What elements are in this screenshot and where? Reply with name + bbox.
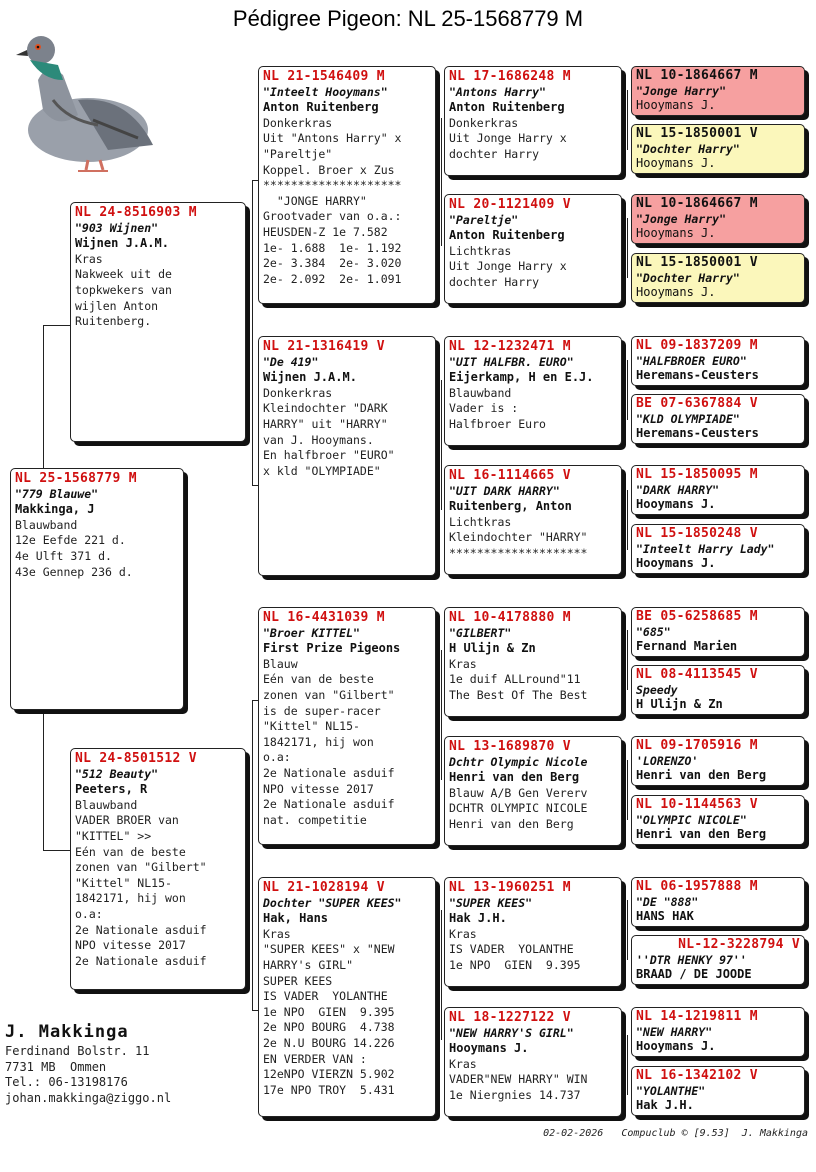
info-line: Kras	[449, 1056, 477, 1071]
breeder-city: 7731 MB Ommen	[5, 1059, 107, 1074]
pigeon-name: "DARK HARRY"	[636, 482, 720, 497]
owner: H Ulijn & Zn	[636, 697, 723, 711]
pigeon-card-gen3[interactable]	[444, 194, 622, 304]
connector-line	[441, 650, 442, 780]
pigeon-name: "Inteelt Harry Lady"	[636, 541, 775, 556]
pigeon-name: "UIT HALFBR. EURO"	[449, 354, 574, 369]
pigeon-name: "NEW HARRY'S GIRL"	[449, 1025, 574, 1040]
connector-line	[627, 630, 628, 690]
pigeon-name: Dochter "SUPER KEES"	[263, 895, 402, 910]
info-line: 2e Nationale asduif	[75, 953, 207, 968]
info-line: 2e Nationale asduif	[263, 797, 395, 812]
pigeon-name: "Dochter Harry"	[636, 270, 740, 285]
info-line: Blauw	[263, 656, 298, 671]
ring-number: NL 15-1850001 V	[636, 126, 758, 141]
info-line: Eén van de beste	[263, 672, 374, 687]
info-line: Kleindochter "HARRY"	[449, 530, 588, 545]
connector-line	[627, 760, 628, 820]
info-line: 1842171, hij won	[263, 734, 374, 749]
ring-number: NL 09-1705916 M	[636, 738, 758, 753]
pigeon-name: "KLD OLYMPIADE"	[636, 411, 740, 426]
connector-line	[252, 180, 253, 485]
pigeon-name: 'LORENZO'	[636, 753, 699, 768]
owner: First Prize Pigeons	[263, 641, 401, 656]
ring-number: NL 16-1114665 V	[449, 468, 571, 483]
info-line: IS VADER YOLANTHE	[263, 989, 388, 1004]
connector-line	[627, 900, 628, 960]
ring-number: NL 15-1850095 M	[636, 467, 758, 482]
pigeon-card-gen4[interactable]	[631, 66, 805, 116]
info-line: Donkerkras	[263, 385, 333, 400]
pigeon-card-gen2[interactable]	[258, 607, 436, 845]
info-line: Uit "Antons Harry" x	[263, 131, 402, 146]
breeder-email[interactable]: johan.makkinga@ziggo.nl	[5, 1090, 172, 1105]
ring-number: NL 24-8516903 M	[75, 205, 197, 220]
info-line: Blauw A/B Gen Vererv	[449, 785, 588, 800]
ring-number: NL 10-1864667 M	[636, 196, 758, 211]
info-line: 2e- 2.092 2e- 1.091	[263, 271, 402, 286]
connector-line	[43, 710, 44, 850]
info-line: DCHTR OLYMPIC NICOLE	[449, 801, 588, 816]
owner: Hooymans J.	[449, 1041, 529, 1056]
info-line: "JONGE HARRY"	[263, 193, 367, 208]
info-line: ********************	[263, 178, 402, 193]
owner: Peeters, R	[75, 782, 148, 797]
ring-number: NL 18-1227122 V	[449, 1010, 571, 1025]
pigeon-card-gen3[interactable]	[444, 1007, 622, 1117]
pigeon-name: "Dochter Harry"	[636, 141, 740, 156]
info-line: HEUSDEN-Z 1e 7.582	[263, 224, 388, 239]
ring-number: NL 21-1316419 V	[263, 339, 385, 354]
info-line: EN VERDER VAN :	[263, 1051, 367, 1066]
connector-line	[441, 118, 442, 246]
pigeon-card-gen2[interactable]	[258, 66, 436, 304]
page-title: Pédigree Pigeon: NL 25-1568779 M	[232, 6, 584, 31]
info-line: zonen van "Gilbert"	[263, 687, 395, 702]
info-line: zonen van "Gilbert"	[75, 860, 207, 875]
owner: Hak J.H.	[636, 1098, 694, 1112]
info-line: 1e duif ALLround"11	[449, 672, 581, 687]
breeder-name: J. Makkinga	[5, 1022, 129, 1042]
pigeon-card-gen4[interactable]	[631, 253, 805, 303]
ring-number: NL 08-4113545 V	[636, 667, 758, 682]
pigeon-card-subject[interactable]	[10, 468, 184, 710]
info-line: 2e Nationale asduif	[263, 765, 395, 780]
info-line: wijlen Anton	[75, 298, 159, 313]
info-line: o.a:	[263, 750, 291, 765]
ring-number: NL 14-1219811 M	[636, 1009, 758, 1024]
pigeon-card-gen3[interactable]	[444, 736, 622, 846]
pigeon-card-gen2[interactable]	[258, 877, 436, 1117]
info-line: Kleindochter "DARK	[263, 401, 388, 416]
pigeon-card-gen4[interactable]	[631, 795, 805, 845]
info-line: 43e Gennep 236 d.	[15, 564, 133, 579]
owner: Anton Ruitenberg	[263, 100, 379, 115]
ring-number: NL 17-1686248 M	[449, 69, 571, 84]
owner: HANS HAK	[636, 909, 694, 923]
info-line: dochter Harry	[449, 146, 540, 161]
ring-number: NL 20-1121409 V	[449, 197, 571, 212]
info-line: 17e NPO TROY 5.431	[263, 1082, 395, 1097]
owner: Anton Ruitenberg	[449, 100, 565, 115]
pigeon-name: "OLYMPIC NICOLE"	[636, 812, 747, 827]
info-line: Lichtkras	[449, 243, 512, 258]
ring-number: NL 21-1546409 M	[263, 69, 385, 84]
info-line: Blauwband	[15, 517, 78, 532]
pigeon-name: "De 419"	[263, 354, 319, 369]
info-line: 1e- 1.688 1e- 1.192	[263, 240, 402, 255]
info-line: Halfbroer Euro	[449, 416, 546, 431]
owner: Hak, Hans	[263, 911, 329, 926]
info-line: Uit Jonge Harry x	[449, 131, 567, 146]
pigeon-card-gen4[interactable]	[631, 336, 805, 386]
pigeon-card-gen2[interactable]	[258, 336, 436, 576]
pigeon-name: "685"	[636, 624, 671, 639]
info-line: topkwekers van	[75, 282, 172, 297]
info-line: NPO vitesse 2017	[75, 938, 186, 953]
info-line: Kras	[449, 656, 477, 671]
pigeon-card-gen4[interactable]	[631, 1066, 805, 1116]
info-line: Ruitenberg.	[75, 314, 152, 329]
info-line: HARRY's GIRL"	[263, 957, 354, 972]
info-line: 1e Niergnies 14.737	[449, 1087, 581, 1102]
pigeon-card-gen4[interactable]	[631, 394, 805, 444]
owner: Hooymans J.	[636, 556, 716, 570]
breeder-address: Ferdinand Bolstr. 11	[5, 1044, 150, 1058]
pigeon-name: "Antons Harry"	[449, 84, 546, 99]
pigeon-name: "SUPER KEES"	[449, 895, 533, 910]
pigeon-card-gen4[interactable]	[631, 1007, 805, 1057]
owner: Hooymans J.	[636, 98, 716, 112]
ring-number: NL 10-1864667 M	[636, 68, 758, 83]
connector-line	[43, 325, 70, 326]
info-line: Kras	[449, 926, 477, 941]
ring-number: NL 16-1342102 V	[636, 1068, 758, 1083]
footer-text: 02-02-2026 Compuclub © [9.53] J. Makkinga	[543, 1128, 808, 1139]
owner: Henri van den Berg	[449, 770, 580, 785]
owner: BRAAD / DE JOODE	[636, 967, 752, 981]
owner: Henri van den Berg	[636, 768, 767, 782]
connector-line	[627, 360, 628, 420]
info-line: Blauwband	[75, 797, 138, 812]
info-line: Eén van de beste	[75, 844, 186, 859]
pigeon-card-gen4[interactable]	[631, 194, 805, 244]
pigeon-name: Speedy	[636, 682, 678, 697]
ring-number: NL 13-1689870 V	[449, 739, 571, 754]
info-line: Vader is :	[449, 401, 519, 416]
info-line: is de super-racer	[263, 703, 381, 718]
connector-line	[252, 700, 253, 1010]
pigeon-card-gen3[interactable]	[444, 877, 622, 987]
info-line: 4e Ulft 371 d.	[15, 548, 112, 563]
ring-number: NL 24-8501512 V	[75, 751, 197, 766]
info-line: SUPER KEES	[263, 973, 333, 988]
pigeon-card-gen4[interactable]	[631, 665, 805, 715]
info-line: 12eNPO VIERZN 5.902	[263, 1067, 395, 1082]
info-line: Donkerkras	[263, 115, 333, 130]
owner: Wijnen J.A.M.	[75, 236, 169, 251]
info-line: x kld "OLYMPIADE"	[263, 463, 381, 478]
connector-line	[627, 90, 628, 150]
pigeon-name: "NEW HARRY"	[636, 1024, 713, 1039]
info-line: ********************	[449, 545, 588, 560]
owner: Ruitenberg, Anton	[449, 499, 572, 514]
connector-line	[627, 1035, 628, 1095]
owner: Heremans-Ceusters	[636, 426, 759, 440]
pigeon-card-gen4[interactable]	[631, 124, 805, 174]
owner: Anton Ruitenberg	[449, 228, 565, 243]
pigeon-name: "DE "888"	[636, 894, 699, 909]
owner: Eijerkamp, H en E.J.	[449, 370, 594, 385]
info-line: Kras	[263, 926, 291, 941]
pigeon-name: "Inteelt Hooymans"	[263, 84, 388, 99]
info-line: van J. Hooymans.	[263, 432, 374, 447]
info-line: The Best Of The Best	[449, 687, 588, 702]
connector-line	[627, 218, 628, 278]
info-line: 2e N.U BOURG 14.226	[263, 1035, 395, 1050]
info-line: Koppel. Broer x Zus	[263, 162, 395, 177]
info-line: "Kittel" NL15-	[75, 875, 172, 890]
info-line: Grootvader van o.a.:	[263, 209, 402, 224]
owner: Fernand Marien	[636, 639, 738, 653]
connector-line	[43, 325, 44, 468]
owner: H Ulijn & Zn	[449, 641, 536, 656]
pigeon-card-gen4[interactable]	[631, 524, 805, 574]
info-line: En halfbroer "EURO"	[263, 448, 395, 463]
info-line: 2e Nationale asduif	[75, 922, 207, 937]
owner: Hooymans J.	[636, 1039, 716, 1053]
pigeon-name: "GILBERT"	[449, 625, 512, 640]
info-line: Kras	[75, 251, 103, 266]
pigeon-card-mother[interactable]	[70, 748, 246, 990]
info-line: 1e NPO GIEN 9.395	[449, 957, 581, 972]
pigeon-card-gen3[interactable]	[444, 607, 622, 717]
pigeon-name: "Jonge Harry"	[636, 83, 727, 98]
pigeon-card-gen4[interactable]	[631, 935, 805, 985]
connector-line	[441, 380, 442, 510]
ring-number: NL 13-1960251 M	[449, 880, 571, 895]
ring-number: NL 16-4431039 M	[263, 610, 385, 625]
pigeon-card-gen4[interactable]	[631, 877, 805, 927]
info-line: "SUPER KEES" x "NEW	[263, 942, 395, 957]
info-line: "Kittel" NL15-	[263, 719, 360, 734]
pigeon-name: "Pareltje"	[449, 212, 519, 227]
owner: Heremans-Ceusters	[636, 368, 759, 382]
info-line: HARRY" uit "HARRY"	[263, 416, 388, 431]
owner: Hak J.H.	[449, 911, 507, 926]
pigeon-card-gen3[interactable]	[444, 465, 622, 575]
info-line: Lichtkras	[449, 514, 512, 529]
ring-number: NL 15-1850248 V	[636, 526, 758, 541]
info-line: 12e Eefde 221 d.	[15, 533, 126, 548]
pigeon-card-gen4[interactable]	[631, 736, 805, 786]
pigeon-card-gen4[interactable]	[631, 465, 805, 515]
info-line: dochter Harry	[449, 274, 540, 289]
ring-number: NL 06-1957888 M	[636, 879, 758, 894]
pigeon-name: "HALFBROER EURO"	[636, 353, 747, 368]
info-line: VADER BROER van	[75, 813, 179, 828]
info-line: NPO vitesse 2017	[263, 781, 374, 796]
ring-number: NL 12-1232471 M	[449, 339, 571, 354]
info-line: nat. competitie	[263, 812, 367, 827]
connector-line	[441, 910, 442, 1040]
ring-number: NL 10-4178880 M	[449, 610, 571, 625]
pigeon-card-gen3[interactable]	[444, 336, 622, 446]
ring-number: BE 07-6367884 V	[636, 396, 758, 411]
owner: Hooymans J.	[636, 156, 716, 170]
ring-number: NL-12-3228794 V	[678, 937, 800, 952]
owner: Hooymans J.	[636, 226, 716, 240]
ring-number: NL 25-1568779 M	[15, 471, 137, 486]
pigeon-name: "Broer KITTEL"	[263, 625, 360, 640]
pigeon-card-gen4[interactable]	[631, 607, 805, 657]
pigeon-name: "512 Beauty"	[75, 766, 159, 781]
owner: Hooymans J.	[636, 497, 716, 511]
owner: Makkinga, J	[15, 502, 95, 517]
pigeon-name: "YOLANTHE"	[636, 1083, 706, 1098]
pigeon-name: Dchtr Olympic Nicole	[449, 754, 588, 769]
connector-line	[627, 490, 628, 550]
owner: Hooymans J.	[636, 285, 716, 299]
pigeon-name: "UIT DARK HARRY"	[449, 483, 560, 498]
pigeon-illustration-icon	[8, 20, 158, 175]
info-line: IS VADER YOLANTHE	[449, 942, 574, 957]
info-line: 2e- 3.384 2e- 3.020	[263, 256, 402, 271]
connector-line	[43, 850, 70, 851]
owner: Wijnen J.A.M.	[263, 370, 357, 385]
info-line: 1842171, hij won	[75, 891, 186, 906]
pigeon-name: "779 Blauwe"	[15, 486, 99, 501]
breeder-info	[5, 1020, 171, 1106]
owner: Henri van den Berg	[636, 827, 767, 841]
ring-number: NL 10-1144563 V	[636, 797, 758, 812]
pigeon-name: "903 Wijnen"	[75, 220, 159, 235]
ring-number: NL 21-1028194 V	[263, 880, 385, 895]
info-line: "KITTEL" >>	[75, 828, 152, 843]
info-line: 2e NPO BOURG 4.738	[263, 1020, 395, 1035]
pigeon-card-gen3[interactable]	[444, 66, 622, 176]
info-line: Blauwband	[449, 385, 512, 400]
info-line: VADER"NEW HARRY" WIN	[449, 1072, 588, 1087]
pigeon-name: ''DTR HENKY 97''	[636, 952, 747, 967]
info-line: "Pareltje"	[263, 146, 333, 161]
ring-number: NL 15-1850001 V	[636, 255, 758, 270]
breeder-phone: Tel.: 06-13198176	[5, 1075, 128, 1089]
pigeon-name: "Jonge Harry"	[636, 211, 727, 226]
ring-number: NL 09-1837209 M	[636, 338, 758, 353]
info-line: 1e NPO GIEN 9.395	[263, 1004, 395, 1019]
info-line: o.a:	[75, 906, 103, 921]
ring-number: BE 05-6258685 M	[636, 609, 758, 624]
info-line: Uit Jonge Harry x	[449, 259, 567, 274]
info-line: Nakweek uit de	[75, 267, 172, 282]
info-line: Henri van den Berg	[449, 816, 574, 831]
pigeon-card-father[interactable]	[70, 202, 246, 442]
info-line: Donkerkras	[449, 115, 519, 130]
